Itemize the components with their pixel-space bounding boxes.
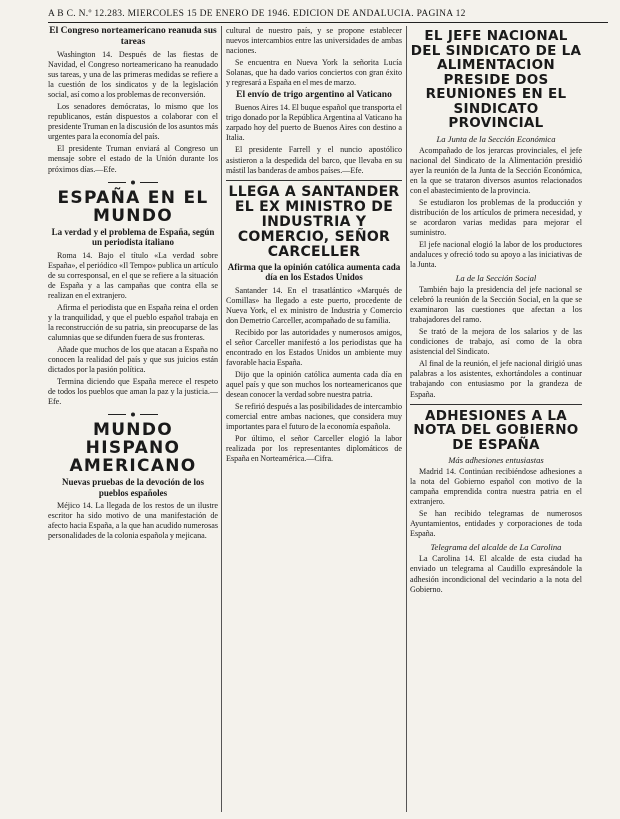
section-rule: [226, 180, 402, 181]
article-subhead: La de la Sección Social: [455, 273, 537, 284]
article-continuation: [226, 26, 402, 88]
article-carceller: [226, 185, 402, 465]
section-rule: [410, 404, 582, 405]
running-head: A B C. N.º 12.283. MIERCOLES 15 DE ENERO DE 1946. EDICION DE ANDALUCIA. PAGINA 12: [48, 8, 608, 23]
ornament-divider: [108, 180, 158, 185]
paragraph: Washington 14. Después de las fiestas de Navidad, el Congreso norteamericano ha reanudado sus tareas, y una de las primeras medidas se refiere a la cuestión de los sindicatos y de la legislación social, así como a los problemas de reconversión.: [48, 50, 218, 100]
article-espana: [48, 189, 218, 408]
article-congreso: [48, 26, 218, 175]
paragraph: Se han recibido telegramas de numerosos Ayuntamientos, entidades y corporaciones de toda España.: [410, 509, 582, 539]
paragraph: Recibido por las autoridades y numerosos amigos, el señor Carceller manifestó a los periodistas que ha encontrado en los Estados Unidos un ambiente muy favorable hacia España.: [226, 327, 402, 367]
paragraph: Madrid 14. Continúan recibiéndose adhesiones a la nota del Gobierno español con motivo de la campaña emprendida contra nuestra patria en el extranjero.: [410, 467, 582, 507]
article-trigo: [226, 90, 402, 175]
article-subhead: Más adhesiones entusiastas: [448, 455, 544, 466]
paragraph: Se refirió después a las posibilidades de intercambio comercial entre ambas naciones, que considera muy importantes para el futuro de la economía española.: [226, 402, 402, 432]
article-headline: ADHESIONES A LA NOTA DEL GOBIERNO DE ESPAÑA: [413, 407, 579, 453]
article-deck: La verdad y el problema de España, según un periodista italiano: [51, 226, 215, 248]
paragraph: Méjico 14. La llegada de los restos de un ilustre escritor ha sido motivo de una manifestación de afecto hacia España, a la que han acudido numerosas personalidades de la colonia española y mejicana.: [48, 501, 218, 541]
paragraph: El presidente Truman enviará al Congreso un mensaje sobre el estado de la Unión durante los próximos días.—Efe.: [48, 144, 218, 174]
paragraph: Se estudiaron los problemas de la producción y distribución de los artículos de primera necesidad, y se acordaron varias medidas para mejorar el suministro.: [410, 197, 582, 237]
article-mundo-hispano: [48, 421, 218, 541]
paragraph: También bajo la presidencia del jefe nacional se celebró la reunión de la Sección Social, en la que se examinaron las cuestiones que afectan a los trabajadores del ramo.: [410, 285, 582, 325]
paragraph: cultural de nuestro país, y se propone establecer nuevos intercambios entre las universidades de ambas naciones.: [226, 26, 402, 56]
article-subhead: Telegrama del alcalde de La Carolina: [430, 542, 562, 553]
paragraph: Se encuentra en Nueva York la señorita Lucía Solanas, que ha dado varios conciertos con gran éxito y regresará a España en el mes de marzo.: [226, 58, 402, 88]
article-deck: Nuevas pruebas de la devoción de los pueblos españoles: [61, 477, 204, 498]
column-rule: [406, 26, 407, 812]
paragraph: Dijo que la opinión católica aumenta cada día en aquel país y que son muchos los norteamericanos que desean conocer la verdad sobre nuestra patria.: [226, 369, 402, 400]
paragraph: Añade que muchos de los que atacan a España no conocen la realidad del país y que sus juicios están dictados por la pasión política.: [48, 344, 218, 375]
paragraph: Santander 14. En el trasatlántico «Marqués de Comillas» ha llegado a este puerto, procedente de Nueva York, el ex ministro de Industria y Comercio don Demetrio Carceller, acompañado de su familia.: [226, 285, 402, 325]
article-sindicato: [410, 29, 582, 400]
article-headline: LLEGA A SANTANDER EL EX MINISTRO DE INDUSTRIA Y COMERCIO, SEÑOR CARCELLER: [228, 183, 400, 260]
article-headline: MUNDO HISPANO AMERICANO: [69, 420, 197, 477]
paragraph: Termina diciendo que España merece el respeto de todos los pueblos que aman la paz y la justicia.—Efe.: [48, 377, 218, 407]
paragraph: Roma 14. Bajo el título «La verdad sobre España», el periódico «Il Tempo» publica un artículo de su corresponsal, en el que se refiere a la situación de España y a las campañas que contra ella se realizan en el extranjero.: [48, 250, 218, 300]
paragraph: Por último, el señor Carceller elogió la labor realizada por los representantes diplomáticos de España en Norteamérica.—Cifra.: [226, 434, 402, 464]
paragraph: Los senadores demócratas, lo mismo que los republicanos, están dispuestos a colaborar con el presidente Truman en la discusión de los asuntos más urgentes para la economía del país.: [48, 102, 218, 142]
column-rule: [221, 26, 222, 812]
ornament-divider: [108, 412, 158, 417]
paragraph: Se trató de la mejora de los salarios y de las condiciones de trabajo, así como de la obra asistencial del Sindicato.: [410, 327, 582, 357]
article-title: El envío de trigo argentino al Vaticano: [236, 90, 392, 101]
article-title: El Congreso norteamericano reanuda sus tareas: [49, 26, 217, 47]
article-headline: EL JEFE NACIONAL DEL SINDICATO DE LA ALIMENTACION PRESIDE DOS REUNIONES EN EL SINDICATO PROVINCIAL: [410, 28, 582, 131]
column-2: [226, 26, 402, 812]
paragraph: Al final de la reunión, el jefe nacional dirigió unas palabras a los asistentes, exhortándoles a continuar trabajando con entusiasmo por la grandeza de España.: [410, 359, 582, 399]
paragraph: Afirma el periodista que en España reina el orden y la tranquilidad, y que el pueblo español trabaja en la reconstrucción de su patria, sin preocuparse de las calumnias que se difunden fuera de sus fronteras.: [48, 302, 218, 342]
column-3: [410, 26, 582, 812]
article-headline: ESPAÑA EN EL MUNDO: [57, 187, 209, 226]
paragraph: Acompañado de los jerarcas provinciales, el jefe nacional del Sindicato de la Alimentación presidió ayer la reunión de la Junta de la Sección Económica, en la que se trataron diversos asuntos relacionados con el abastecimiento de la provincia.: [410, 145, 582, 195]
paragraph: El presidente Farrell y el nuncio apostólico asistieron a la despedida del barco, que llevaba en su mástil las banderas de ambos países.—Efe.: [226, 145, 402, 175]
paragraph: La Carolina 14. El alcalde de esta ciudad ha enviado un telegrama al Caudillo expresándole la adhesión incondicional del vecindario a la nota del Gobierno.: [410, 554, 582, 594]
article-subhead: La Junta de la Sección Económica: [436, 133, 556, 144]
column-1: [48, 26, 218, 812]
paragraph: El jefe nacional elogió la labor de los productores andaluces y ofreció todo su apoyo a las iniciativas de la Junta.: [410, 239, 582, 270]
article-deck: Afirma que la opinión católica aumenta cada día en los Estados Unidos: [227, 261, 401, 283]
paragraph: Buenos Aires 14. El buque español que transporta el trigo donado por la República Argentina al Vaticano ha zarpado hoy del puerto de Buenos Aires con destino a Italia.: [226, 103, 402, 143]
article-adhesiones: [410, 409, 582, 595]
